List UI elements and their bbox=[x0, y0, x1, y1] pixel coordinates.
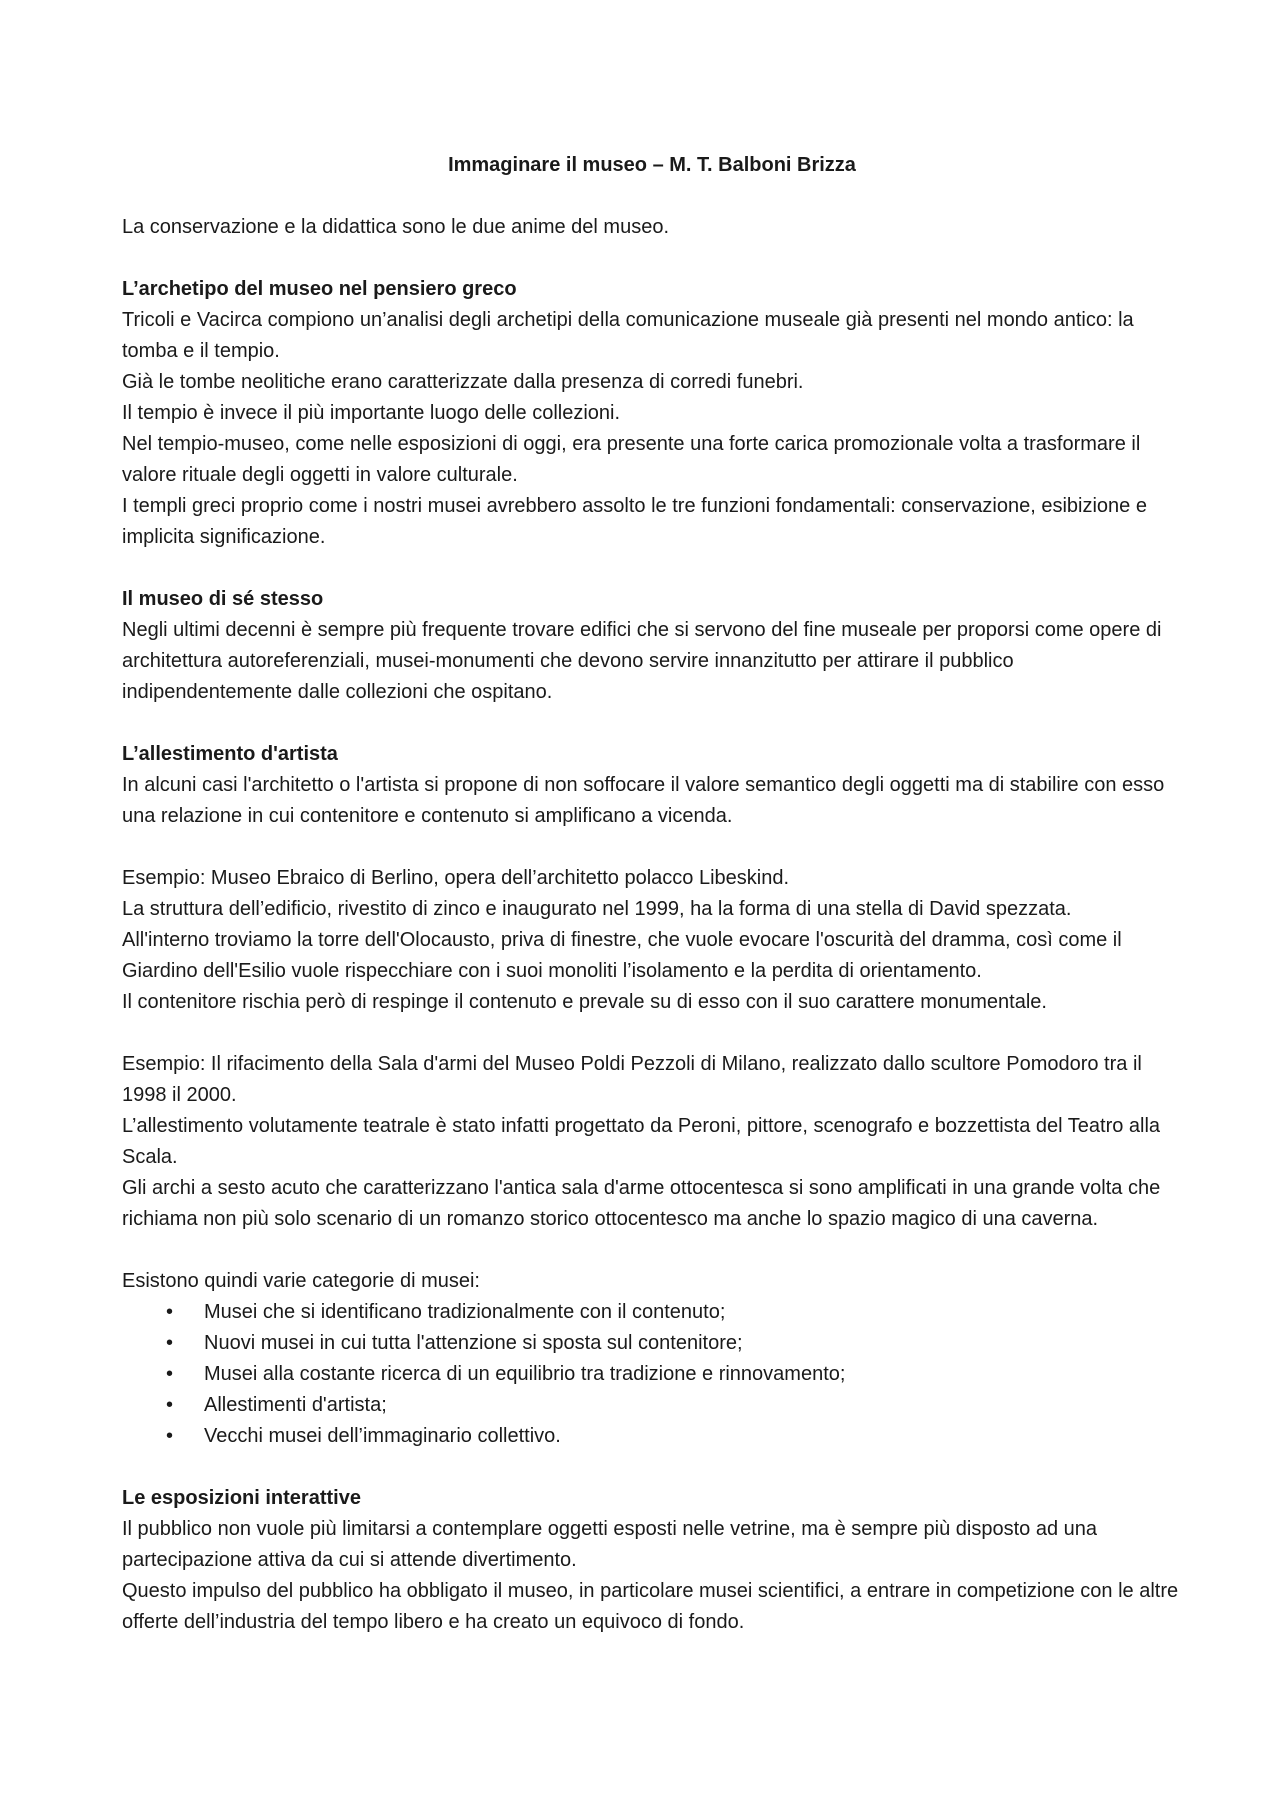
paragraph: In alcuni casi l'architetto o l'artista si propone di non soffocare il valore semantico degli oggetti ma di stabilire con esso una relazione in cui contenitore e contenuto si amplificano a vicenda. bbox=[122, 774, 1165, 827]
list-item bbox=[122, 1359, 1182, 1390]
paragraph: Nel tempio-museo, come nelle esposizioni di oggi, era presente una forte carica promozionale volta a trasformare il valore rituale degli oggetti in valore culturale. bbox=[122, 433, 1141, 486]
list-item bbox=[122, 1421, 1182, 1452]
section-allestimento-artista bbox=[122, 739, 1182, 1452]
paragraph: Il pubblico non vuole più limitarsi a contemplare oggetti esposti nelle vetrine, ma è sempre più disposto ad una partecipazione attiva da cui si attende divertimento. bbox=[122, 1518, 1097, 1571]
paragraph: Già le tombe neolitiche erano caratterizzate dalla presenza di corredi funebri. bbox=[122, 371, 804, 393]
spacer bbox=[122, 832, 1182, 863]
list-item bbox=[122, 1328, 1182, 1359]
bullet-icon: • bbox=[166, 1425, 174, 1447]
list-item-text: Nuovi musei in cui tutta l'attenzione si sposta sul contenitore; bbox=[204, 1332, 743, 1354]
section-heading: L’allestimento d'artista bbox=[122, 743, 338, 765]
paragraph: Esempio: Museo Ebraico di Berlino, opera dell’architetto polacco Libeskind. bbox=[122, 867, 790, 889]
list-item bbox=[122, 1390, 1182, 1421]
paragraph: La struttura dell’edificio, rivestito di zinco e inaugurato nel 1999, ha la forma di una stella di David spezzata. bbox=[122, 898, 1072, 920]
paragraph: All'interno troviamo la torre dell'Olocausto, priva di finestre, che vuole evocare l'oscurità del dramma, così come il Giardino dell'Esilio vuole rispecchiare con i suoi monoliti l’isolamento e la perdita di orientamento. bbox=[122, 929, 1122, 982]
section-museo-di-se-stesso bbox=[122, 584, 1182, 708]
bullet-icon: • bbox=[166, 1363, 174, 1385]
paragraph: Esempio: Il rifacimento della Sala d'armi del Museo Poldi Pezzoli di Milano, realizzato dallo scultore Pomodoro tra il 1998 il 2000. bbox=[122, 1053, 1142, 1106]
document-title: Immaginare il museo – M. T. Balboni Brizza bbox=[448, 154, 856, 176]
spacer bbox=[122, 1235, 1182, 1266]
example-berlino bbox=[122, 863, 1182, 1018]
list-item-text: Musei che si identificano tradizionalmente con il contenuto; bbox=[204, 1301, 726, 1323]
document-page bbox=[122, 150, 1182, 1638]
section-heading: Il museo di sé stesso bbox=[122, 588, 324, 610]
paragraph: Negli ultimi decenni è sempre più frequente trovare edifici che si servono del fine museale per proporsi come opere di architettura autoreferenziali, musei-monumenti che devono servire innanzitutto per attirare il pubblico indipendentemente dalle collezioni che ospitano. bbox=[122, 619, 1162, 703]
list-item-text: Vecchi musei dell’immaginario collettivo. bbox=[204, 1425, 561, 1447]
categories-intro: Esistono quindi varie categorie di musei: bbox=[122, 1270, 480, 1292]
intro-paragraph: La conservazione e la didattica sono le due anime del museo. bbox=[122, 216, 670, 238]
categories-list bbox=[122, 1297, 1182, 1452]
paragraph: Il contenitore rischia però di respinge il contenuto e prevale su di esso con il suo carattere monumentale. bbox=[122, 991, 1047, 1013]
list-item-text: Allestimenti d'artista; bbox=[204, 1394, 387, 1416]
spacer bbox=[122, 1452, 1182, 1483]
spacer bbox=[122, 708, 1182, 739]
section-archetipo bbox=[122, 274, 1182, 553]
paragraph: Tricoli e Vacirca compiono un’analisi degli archetipi della comunicazione museale già presenti nel mondo antico: la tomba e il tempio. bbox=[122, 309, 1134, 362]
spacer bbox=[122, 243, 1182, 274]
list-item bbox=[122, 1297, 1182, 1328]
paragraph: Questo impulso del pubblico ha obbligato il museo, in particolare musei scientifici, a entrare in competizione con le altre offerte dell’industria del tempo libero e ha creato un equivoco di fondo. bbox=[122, 1580, 1179, 1633]
bullet-icon: • bbox=[166, 1332, 174, 1354]
example-poldi-pezzoli bbox=[122, 1049, 1182, 1235]
list-item-text: Musei alla costante ricerca di un equilibrio tra tradizione e rinnovamento; bbox=[204, 1363, 846, 1385]
spacer bbox=[122, 1018, 1182, 1049]
section-esposizioni-interattive bbox=[122, 1483, 1182, 1638]
paragraph: L’allestimento volutamente teatrale è stato infatti progettato da Peroni, pittore, scenografo e bozzettista del Teatro alla Scala. bbox=[122, 1115, 1161, 1168]
bullet-icon: • bbox=[166, 1394, 174, 1416]
paragraph: I templi greci proprio come i nostri musei avrebbero assolto le tre funzioni fondamentali: conservazione, esibizione e implicita significazione. bbox=[122, 495, 1147, 548]
paragraph: Il tempio è invece il più importante luogo delle collezioni. bbox=[122, 402, 621, 424]
section-heading: Le esposizioni interattive bbox=[122, 1487, 361, 1509]
section-heading: L’archetipo del museo nel pensiero greco bbox=[122, 278, 517, 300]
spacer bbox=[122, 553, 1182, 584]
bullet-icon: • bbox=[166, 1301, 174, 1323]
paragraph: Gli archi a sesto acuto che caratterizzano l'antica sala d'arme ottocentesca si sono amplificati in una grande volta che richiama non più solo scenario di un romanzo storico ottocentesco ma anche lo spazio magico di una caverna. bbox=[122, 1177, 1161, 1230]
